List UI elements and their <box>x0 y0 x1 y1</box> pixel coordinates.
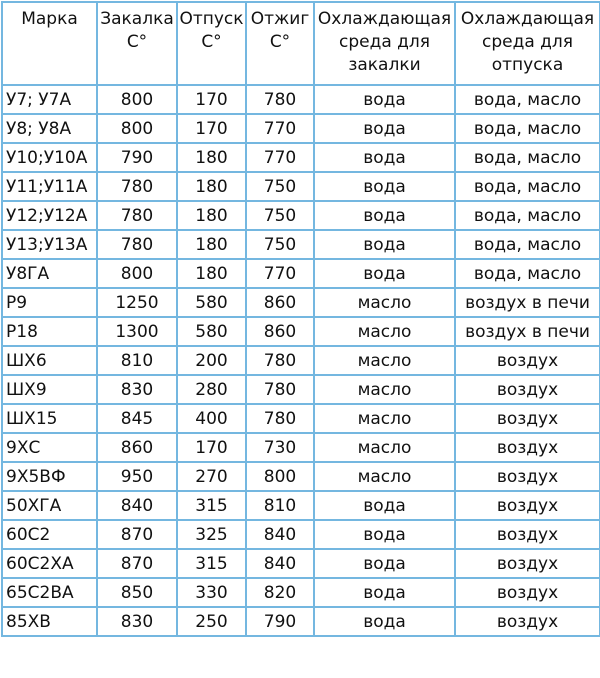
cell-tempering-temp: 580 <box>177 317 246 346</box>
cell-grade: ШХ15 <box>2 404 97 433</box>
cell-grade: 9ХС <box>2 433 97 462</box>
cell-tempering-temp: 180 <box>177 259 246 288</box>
cell-hardening-temp: 840 <box>97 491 177 520</box>
cell-hardening-temp: 850 <box>97 578 177 607</box>
table-row <box>2 375 600 404</box>
table-body <box>2 85 600 636</box>
table-row <box>2 288 600 317</box>
cell-tempering-medium: воздух <box>455 462 600 491</box>
cell-grade: Р18 <box>2 317 97 346</box>
cell-hardening-temp: 870 <box>97 520 177 549</box>
cell-hardening-temp: 950 <box>97 462 177 491</box>
steel-heat-treatment-table <box>1 1 600 637</box>
cell-hardening-medium: масло <box>314 375 455 404</box>
cell-tempering-temp: 580 <box>177 288 246 317</box>
cell-annealing-temp: 780 <box>246 346 314 375</box>
cell-grade: 50ХГА <box>2 491 97 520</box>
cell-annealing-temp: 780 <box>246 85 314 114</box>
cell-hardening-medium: вода <box>314 143 455 172</box>
cell-hardening-temp: 830 <box>97 607 177 636</box>
cell-annealing-temp: 790 <box>246 607 314 636</box>
cell-grade: ШХ9 <box>2 375 97 404</box>
cell-tempering-medium: вода, масло <box>455 85 600 114</box>
cell-annealing-temp: 750 <box>246 230 314 259</box>
cell-tempering-temp: 400 <box>177 404 246 433</box>
cell-tempering-medium: воздух в печи <box>455 317 600 346</box>
cell-hardening-temp: 800 <box>97 85 177 114</box>
cell-tempering-medium: вода, масло <box>455 143 600 172</box>
cell-hardening-medium: вода <box>314 491 455 520</box>
cell-hardening-temp: 830 <box>97 375 177 404</box>
cell-tempering-medium: вода, масло <box>455 259 600 288</box>
cell-tempering-medium: воздух <box>455 607 600 636</box>
cell-grade: У13;У13А <box>2 230 97 259</box>
cell-hardening-medium: вода <box>314 230 455 259</box>
cell-hardening-medium: вода <box>314 114 455 143</box>
header-row <box>2 2 600 85</box>
cell-hardening-temp: 790 <box>97 143 177 172</box>
cell-hardening-medium: масло <box>314 288 455 317</box>
cell-hardening-medium: масло <box>314 346 455 375</box>
cell-tempering-temp: 325 <box>177 520 246 549</box>
cell-annealing-temp: 840 <box>246 520 314 549</box>
table-row <box>2 230 600 259</box>
table-row <box>2 433 600 462</box>
cell-grade: У8ГА <box>2 259 97 288</box>
header-hardening-temp: Закалка С° <box>97 2 177 85</box>
header-hardening-medium: Охлаждающая среда для закалки <box>314 2 455 85</box>
cell-hardening-medium: вода <box>314 201 455 230</box>
cell-hardening-medium: вода <box>314 578 455 607</box>
cell-tempering-medium: воздух <box>455 375 600 404</box>
cell-tempering-temp: 170 <box>177 114 246 143</box>
table-row <box>2 520 600 549</box>
cell-grade: У10;У10А <box>2 143 97 172</box>
table-row <box>2 404 600 433</box>
cell-annealing-temp: 780 <box>246 375 314 404</box>
cell-annealing-temp: 860 <box>246 288 314 317</box>
header-tempering-medium: Охлаждающая среда для отпуска <box>455 2 600 85</box>
table-row <box>2 143 600 172</box>
table-row <box>2 491 600 520</box>
cell-tempering-temp: 180 <box>177 230 246 259</box>
cell-tempering-temp: 315 <box>177 491 246 520</box>
cell-tempering-medium: вода, масло <box>455 172 600 201</box>
cell-grade: У7; У7А <box>2 85 97 114</box>
cell-tempering-medium: воздух <box>455 549 600 578</box>
cell-hardening-temp: 1300 <box>97 317 177 346</box>
cell-tempering-medium: воздух <box>455 346 600 375</box>
cell-tempering-temp: 180 <box>177 172 246 201</box>
cell-annealing-temp: 780 <box>246 404 314 433</box>
cell-tempering-medium: воздух <box>455 578 600 607</box>
table-row <box>2 346 600 375</box>
cell-tempering-temp: 180 <box>177 201 246 230</box>
cell-grade: У8; У8А <box>2 114 97 143</box>
cell-annealing-temp: 820 <box>246 578 314 607</box>
cell-grade: 9Х5ВФ <box>2 462 97 491</box>
cell-grade: 60С2 <box>2 520 97 549</box>
cell-tempering-medium: воздух <box>455 404 600 433</box>
cell-grade: 60С2ХА <box>2 549 97 578</box>
cell-grade: Р9 <box>2 288 97 317</box>
table-row <box>2 259 600 288</box>
cell-hardening-medium: масло <box>314 433 455 462</box>
cell-annealing-temp: 810 <box>246 491 314 520</box>
cell-tempering-temp: 280 <box>177 375 246 404</box>
cell-tempering-temp: 180 <box>177 143 246 172</box>
cell-annealing-temp: 800 <box>246 462 314 491</box>
cell-hardening-medium: вода <box>314 85 455 114</box>
cell-annealing-temp: 750 <box>246 201 314 230</box>
cell-annealing-temp: 730 <box>246 433 314 462</box>
cell-hardening-medium: вода <box>314 259 455 288</box>
cell-hardening-temp: 870 <box>97 549 177 578</box>
cell-annealing-temp: 840 <box>246 549 314 578</box>
cell-hardening-medium: масло <box>314 317 455 346</box>
header-grade: Марка <box>2 2 97 85</box>
cell-hardening-temp: 860 <box>97 433 177 462</box>
cell-hardening-temp: 800 <box>97 259 177 288</box>
cell-tempering-temp: 170 <box>177 433 246 462</box>
cell-tempering-medium: вода, масло <box>455 114 600 143</box>
cell-hardening-temp: 810 <box>97 346 177 375</box>
cell-annealing-temp: 770 <box>246 259 314 288</box>
cell-tempering-medium: воздух <box>455 520 600 549</box>
header-tempering-temp: Отпуск С° <box>177 2 246 85</box>
cell-hardening-medium: масло <box>314 462 455 491</box>
cell-hardening-temp: 780 <box>97 201 177 230</box>
table-row <box>2 462 600 491</box>
cell-tempering-medium: вода, масло <box>455 201 600 230</box>
cell-hardening-medium: вода <box>314 520 455 549</box>
cell-annealing-temp: 770 <box>246 114 314 143</box>
table-row <box>2 114 600 143</box>
cell-hardening-medium: вода <box>314 607 455 636</box>
cell-annealing-temp: 860 <box>246 317 314 346</box>
table-row <box>2 607 600 636</box>
cell-annealing-temp: 770 <box>246 143 314 172</box>
cell-grade: 65С2ВА <box>2 578 97 607</box>
cell-grade: 85ХВ <box>2 607 97 636</box>
cell-tempering-medium: воздух <box>455 433 600 462</box>
cell-tempering-medium: воздух <box>455 491 600 520</box>
table-row <box>2 317 600 346</box>
cell-tempering-temp: 200 <box>177 346 246 375</box>
cell-tempering-temp: 250 <box>177 607 246 636</box>
cell-tempering-temp: 170 <box>177 85 246 114</box>
cell-hardening-medium: вода <box>314 549 455 578</box>
cell-annealing-temp: 750 <box>246 172 314 201</box>
cell-hardening-medium: вода <box>314 172 455 201</box>
cell-hardening-temp: 1250 <box>97 288 177 317</box>
cell-tempering-medium: вода, масло <box>455 230 600 259</box>
table-row <box>2 201 600 230</box>
cell-hardening-medium: масло <box>314 404 455 433</box>
header-annealing-temp: Отжиг С° <box>246 2 314 85</box>
table-row <box>2 549 600 578</box>
cell-grade: У11;У11А <box>2 172 97 201</box>
cell-hardening-temp: 845 <box>97 404 177 433</box>
table-row <box>2 85 600 114</box>
table-row <box>2 172 600 201</box>
cell-hardening-temp: 780 <box>97 172 177 201</box>
cell-hardening-temp: 800 <box>97 114 177 143</box>
cell-grade: У12;У12А <box>2 201 97 230</box>
cell-grade: ШХ6 <box>2 346 97 375</box>
cell-tempering-medium: воздух в печи <box>455 288 600 317</box>
cell-hardening-temp: 780 <box>97 230 177 259</box>
cell-tempering-temp: 330 <box>177 578 246 607</box>
cell-tempering-temp: 315 <box>177 549 246 578</box>
cell-tempering-temp: 270 <box>177 462 246 491</box>
table-row <box>2 578 600 607</box>
